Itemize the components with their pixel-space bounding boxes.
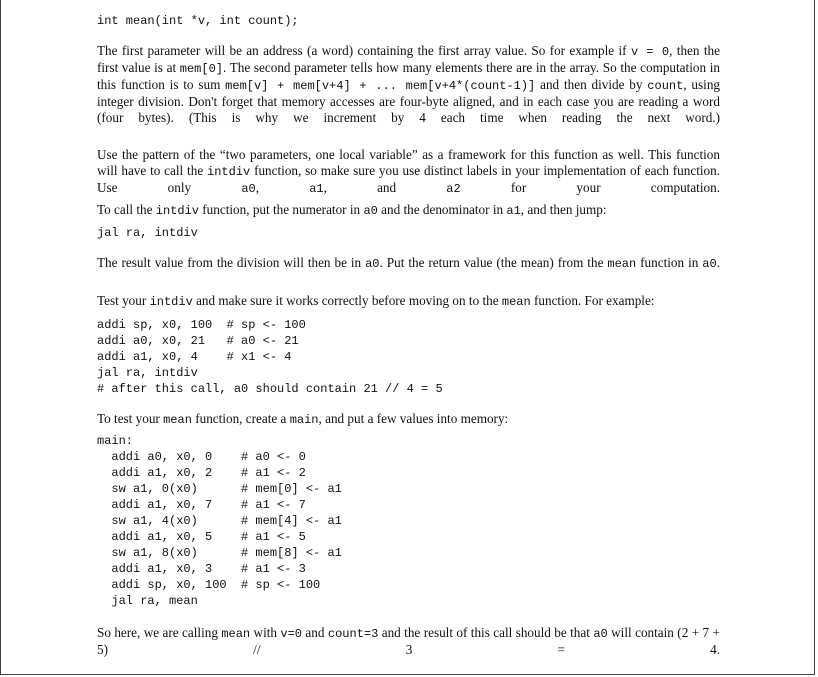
- inline-code: a0: [702, 257, 717, 271]
- inline-code: a1: [309, 182, 324, 196]
- code-line: jal ra, intdiv: [97, 226, 198, 240]
- inline-code: intdiv: [155, 204, 199, 218]
- code-line: jal ra, mean: [97, 594, 198, 608]
- code-line: addi a1, x0, 3 # a1 <- 3: [97, 562, 306, 576]
- text-run: function. For example:: [530, 293, 655, 308]
- inline-code: v = 0: [630, 45, 670, 59]
- paragraph-test-mean: [97, 411, 720, 428]
- inline-code: count: [647, 79, 684, 93]
- text-run: and make sure it works correctly before moving on to the: [192, 293, 502, 308]
- text-run: , and: [323, 180, 447, 195]
- text-run: will contain (2 + 7 + 5) // 3 = 4.: [97, 625, 720, 657]
- inline-code: a1: [506, 204, 521, 218]
- text-run: To call the: [97, 202, 156, 217]
- text-run: and the denominator in: [377, 202, 507, 217]
- text-run: Use the pattern of the “two parameters, one local variable” as a framework for this function as well. This function will have to call the: [97, 147, 720, 178]
- paragraph-test-intdiv: [97, 293, 720, 310]
- text-run: , and then jump:: [520, 202, 607, 217]
- inline-code: mem[0]: [179, 62, 223, 76]
- text-run: function, put the numerator in: [198, 202, 364, 217]
- code-jump: [97, 225, 720, 241]
- text-run: and the result of this call should be that: [378, 625, 594, 640]
- text-run: function in: [636, 255, 703, 270]
- text-run: , and put a few values into memory:: [318, 411, 509, 426]
- text-run: So here, we are calling: [97, 625, 222, 640]
- text-run: and then divide by: [535, 77, 648, 92]
- paragraph-parameters: [97, 43, 720, 142]
- text-run: for your computation.: [460, 180, 720, 195]
- inline-code: a0: [363, 204, 378, 218]
- inline-code: main: [289, 413, 319, 427]
- inline-code: count=3: [327, 627, 379, 641]
- inline-code: intdiv: [149, 295, 193, 309]
- text-run: , using integer division. Don't forget that memory accesses are four-byte aligned, and in each case you are reading a word (four bytes). (This is why we increment by 4 each time when reading the next word.): [97, 77, 721, 125]
- text-run: To test your: [97, 411, 164, 426]
- code-line: addi a0, x0, 21 # a0 <- 21: [97, 334, 299, 348]
- inline-code: a2: [446, 182, 461, 196]
- code-line: addi a1, x0, 5 # a1 <- 5: [97, 530, 306, 544]
- inline-code: v=0: [280, 627, 303, 641]
- inline-code: a0: [365, 257, 380, 271]
- code-line: addi a1, x0, 2 # a1 <- 2: [97, 466, 306, 480]
- inline-code: mem[v] + mem[v+4] + ... mem[v+4*(count-1)]: [225, 79, 536, 93]
- paragraph-result: [97, 255, 720, 288]
- inline-code: intdiv: [207, 165, 251, 179]
- code-line: addi a0, x0, 0 # a0 <- 0: [97, 450, 306, 464]
- text-run: function, so make sure you use distinct labels in your implementation of each function. Use only: [97, 163, 721, 195]
- code-line: main:: [97, 434, 134, 448]
- paragraph-call-intdiv: [97, 202, 720, 219]
- code-line: addi a1, x0, 7 # a1 <- 7: [97, 498, 306, 512]
- text-run: and: [302, 625, 328, 640]
- text-run: , then the first value is at: [97, 43, 720, 75]
- text-run: function, create a: [191, 411, 290, 426]
- code-line: # after this call, a0 should contain 21 // 4 = 5: [97, 382, 443, 396]
- inline-code: mean: [163, 413, 192, 427]
- text-run: ,: [255, 180, 310, 195]
- code-line: addi a1, x0, 4 # x1 <- 4: [97, 350, 292, 364]
- inline-code: mean: [501, 295, 531, 309]
- inline-code: mean: [221, 627, 251, 641]
- code-main: [97, 433, 720, 609]
- code-line: addi sp, x0, 100 # sp <- 100: [97, 578, 321, 592]
- text-run: . The second parameter tells how many elements there are in the array. So the computation in this function is to sum: [97, 60, 720, 92]
- inline-code: a0: [241, 182, 256, 196]
- text-run: The result value from the division will then be in: [97, 255, 366, 270]
- text-run: . Put the return value (the mean) from the: [379, 255, 608, 270]
- code-test-example: [97, 317, 720, 397]
- text-run: .: [716, 255, 720, 270]
- text-run: The first parameter will be an address (a word) containing the first array value. So for example if: [97, 43, 631, 58]
- inline-code: a0: [593, 627, 608, 641]
- code-line: sw a1, 8(x0) # mem[8] <- a1: [97, 546, 342, 560]
- code-line: sw a1, 0(x0) # mem[0] <- a1: [97, 482, 342, 496]
- code-line: addi sp, x0, 100 # sp <- 100: [97, 318, 306, 332]
- text-run: with: [250, 625, 281, 640]
- paragraph-conclusion: [97, 625, 720, 674]
- inline-code: mean: [607, 257, 637, 271]
- function-signature: int mean(int *v, int count);: [97, 14, 299, 28]
- code-line: jal ra, intdiv: [97, 366, 198, 380]
- code-line: sw a1, 4(x0) # mem[4] <- a1: [97, 514, 342, 528]
- text-run: Test your: [97, 293, 150, 308]
